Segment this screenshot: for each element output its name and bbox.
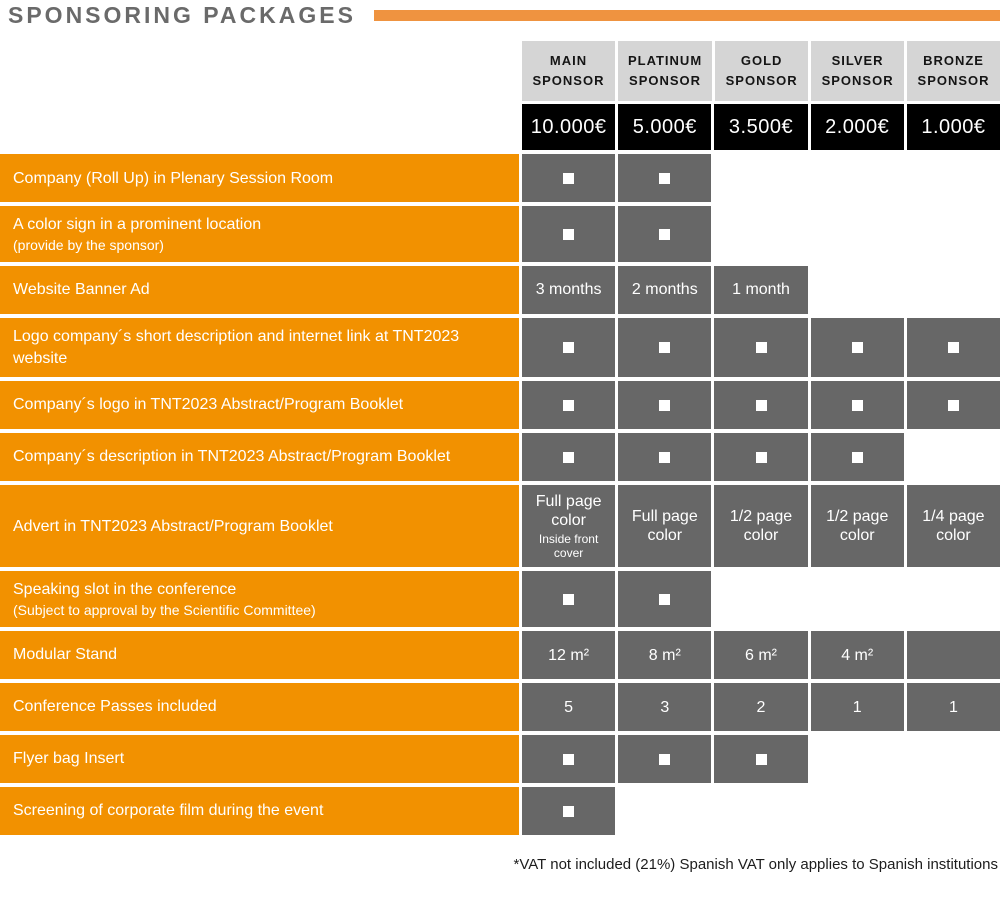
not-included-cell — [811, 154, 904, 202]
included-square-icon — [659, 594, 670, 605]
page-header — [0, 0, 1000, 28]
row-label — [0, 485, 519, 567]
not-included-cell — [714, 571, 807, 627]
included-cell — [522, 381, 615, 429]
row-label — [0, 571, 519, 627]
cell-value-text: 3 months — [535, 281, 602, 299]
included-square-icon — [563, 594, 574, 605]
included-square-icon — [852, 342, 863, 353]
value-cell — [907, 683, 1000, 731]
not-included-cell — [907, 433, 1000, 481]
included-cell — [618, 318, 711, 377]
included-square-icon — [563, 342, 574, 353]
cell-value-text: 1/4 page color — [922, 508, 985, 545]
table-row — [0, 381, 1000, 429]
value-cell — [811, 631, 904, 679]
row-label-text: Speaking slot in the conference — [13, 581, 237, 599]
table-row — [0, 683, 1000, 731]
included-square-icon — [948, 342, 959, 353]
cell-value-text: 5 — [564, 698, 574, 716]
value-cell — [811, 485, 904, 567]
table-row — [0, 154, 1000, 202]
row-label-text: Conference Passes included — [13, 698, 217, 716]
sponsoring-packages-table — [0, 41, 1000, 835]
included-square-icon — [852, 400, 863, 411]
included-cell — [907, 318, 1000, 377]
included-cell — [618, 206, 711, 262]
not-included-cell — [714, 787, 807, 835]
column-header-silver: SILVER SPONSOR — [811, 41, 904, 101]
cell-value-text: 3 — [660, 698, 670, 716]
table-row — [0, 631, 1000, 679]
value-cell — [522, 683, 615, 731]
not-included-cell — [811, 571, 904, 627]
row-label-text: Logo company´s short description and internet link at TNT2023 website — [13, 328, 460, 367]
value-cell — [618, 266, 711, 314]
price-gold: 3.500€ — [714, 104, 807, 150]
included-square-icon — [563, 400, 574, 411]
included-cell — [522, 154, 615, 202]
not-included-cell — [907, 154, 1000, 202]
cell-value-text: 1 month — [732, 281, 790, 299]
value-cell — [618, 631, 711, 679]
included-cell — [714, 433, 807, 481]
included-cell — [811, 318, 904, 377]
included-cell — [522, 206, 615, 262]
included-cell — [618, 381, 711, 429]
row-label — [0, 381, 519, 429]
included-square-icon — [852, 452, 863, 463]
not-included-cell — [714, 206, 807, 262]
included-cell — [811, 381, 904, 429]
value-cell — [714, 683, 807, 731]
table-row — [0, 206, 1000, 262]
empty-included-cell — [907, 631, 1000, 679]
included-square-icon — [563, 452, 574, 463]
row-label-text: Website Banner Ad — [13, 281, 150, 299]
included-cell — [811, 433, 904, 481]
not-included-cell — [811, 206, 904, 262]
included-cell — [618, 735, 711, 783]
page-title: SPONSORING PACKAGES — [8, 2, 356, 28]
row-label-text: Company´s logo in TNT2023 Abstract/Program Booklet — [13, 396, 404, 414]
cell-value-text: 12 m² — [548, 646, 590, 664]
value-cell — [522, 266, 615, 314]
cell-value-text: 2 months — [631, 281, 698, 299]
row-label — [0, 735, 519, 783]
not-included-cell — [907, 571, 1000, 627]
row-label — [0, 266, 519, 314]
included-square-icon — [563, 754, 574, 765]
table-row — [0, 433, 1000, 481]
vat-footnote: *VAT not included (21%) Spanish VAT only applies to Spanish institutions — [513, 856, 998, 874]
row-label-text: Flyer bag Insert — [13, 750, 125, 768]
row-label — [0, 787, 519, 835]
included-square-icon — [756, 452, 767, 463]
cell-value-text: 8 m² — [648, 646, 681, 664]
included-cell — [618, 433, 711, 481]
table-row — [0, 787, 1000, 835]
value-cell — [618, 485, 711, 567]
cell-value-text: 6 m² — [745, 646, 777, 664]
table-row — [0, 266, 1000, 314]
included-cell — [714, 381, 807, 429]
included-square-icon — [756, 754, 767, 765]
cell-value-text: Full page color — [631, 508, 698, 545]
included-square-icon — [563, 173, 574, 184]
cell-value-subtext: Inside front cover — [538, 531, 599, 561]
value-cell — [811, 683, 904, 731]
row-label — [0, 683, 519, 731]
included-square-icon — [563, 229, 574, 240]
table-row — [0, 485, 1000, 567]
included-cell — [618, 571, 711, 627]
row-sublabel-text: (Subject to approval by the Scientific Committee) — [13, 602, 316, 619]
column-header-row — [0, 41, 1000, 101]
included-cell — [714, 735, 807, 783]
not-included-cell — [811, 787, 904, 835]
value-cell — [714, 485, 807, 567]
price-row — [0, 104, 1000, 150]
not-included-cell — [907, 787, 1000, 835]
included-cell — [522, 787, 615, 835]
included-cell — [522, 571, 615, 627]
row-label — [0, 631, 519, 679]
included-square-icon — [756, 400, 767, 411]
included-square-icon — [948, 400, 959, 411]
cell-value-text: 1 — [948, 698, 958, 716]
cell-value-text: 1/2 page color — [729, 508, 793, 545]
included-square-icon — [659, 452, 670, 463]
included-square-icon — [659, 342, 670, 353]
table-row — [0, 318, 1000, 377]
row-label — [0, 206, 519, 262]
column-header-main: MAIN SPONSOR — [522, 41, 615, 101]
not-included-cell — [907, 735, 1000, 783]
included-cell — [522, 735, 615, 783]
not-included-cell — [618, 787, 711, 835]
included-cell — [714, 318, 807, 377]
price-main: 10.000€ — [522, 104, 615, 150]
column-header-bronze: BRONZE SPONSOR — [907, 41, 1000, 101]
cell-value-text: 1/2 page color — [826, 508, 889, 545]
header-spacer — [0, 41, 519, 101]
cell-value-text: Full page color — [535, 493, 602, 530]
row-label-text: Advert in TNT2023 Abstract/Program Booklet — [13, 517, 333, 535]
row-sublabel-text: (provide by the sponsor) — [13, 236, 164, 253]
included-cell — [522, 318, 615, 377]
value-cell — [522, 631, 615, 679]
value-cell — [522, 485, 615, 567]
row-label — [0, 433, 519, 481]
table-body — [0, 154, 1000, 835]
included-cell — [618, 154, 711, 202]
row-label-text: Company´s description in TNT2023 Abstract/Program Booklet — [13, 448, 451, 466]
price-spacer — [0, 104, 519, 150]
title-accent-bar — [374, 10, 1000, 21]
not-included-cell — [811, 266, 904, 314]
cell-value-text: 2 — [756, 698, 766, 716]
included-square-icon — [659, 400, 670, 411]
value-cell — [714, 631, 807, 679]
included-square-icon — [659, 754, 670, 765]
not-included-cell — [907, 266, 1000, 314]
included-square-icon — [659, 229, 670, 240]
row-label — [0, 154, 519, 202]
not-included-cell — [714, 154, 807, 202]
not-included-cell — [907, 206, 1000, 262]
table-row — [0, 571, 1000, 627]
value-cell — [714, 266, 807, 314]
row-label-text: Company (Roll Up) in Plenary Session Room — [13, 169, 334, 187]
column-header-gold: GOLD SPONSOR — [715, 41, 808, 101]
value-cell — [618, 683, 711, 731]
column-header-platinum: PLATINUM SPONSOR — [618, 41, 712, 101]
included-square-icon — [756, 342, 767, 353]
price-silver: 2.000€ — [811, 104, 904, 150]
value-cell — [907, 485, 1000, 567]
included-cell — [907, 381, 1000, 429]
included-cell — [522, 433, 615, 481]
row-label-text: A color sign in a prominent location — [13, 216, 262, 234]
price-platinum: 5.000€ — [618, 104, 711, 150]
cell-value-text: 4 m² — [841, 646, 874, 664]
included-square-icon — [659, 173, 670, 184]
table-row — [0, 735, 1000, 783]
row-label-text: Screening of corporate film during the event — [13, 802, 324, 820]
row-label-text: Modular Stand — [13, 646, 118, 664]
not-included-cell — [811, 735, 904, 783]
row-label — [0, 318, 519, 377]
price-bronze: 1.000€ — [907, 104, 1000, 150]
included-square-icon — [563, 806, 574, 817]
cell-value-text: 1 — [852, 698, 862, 716]
